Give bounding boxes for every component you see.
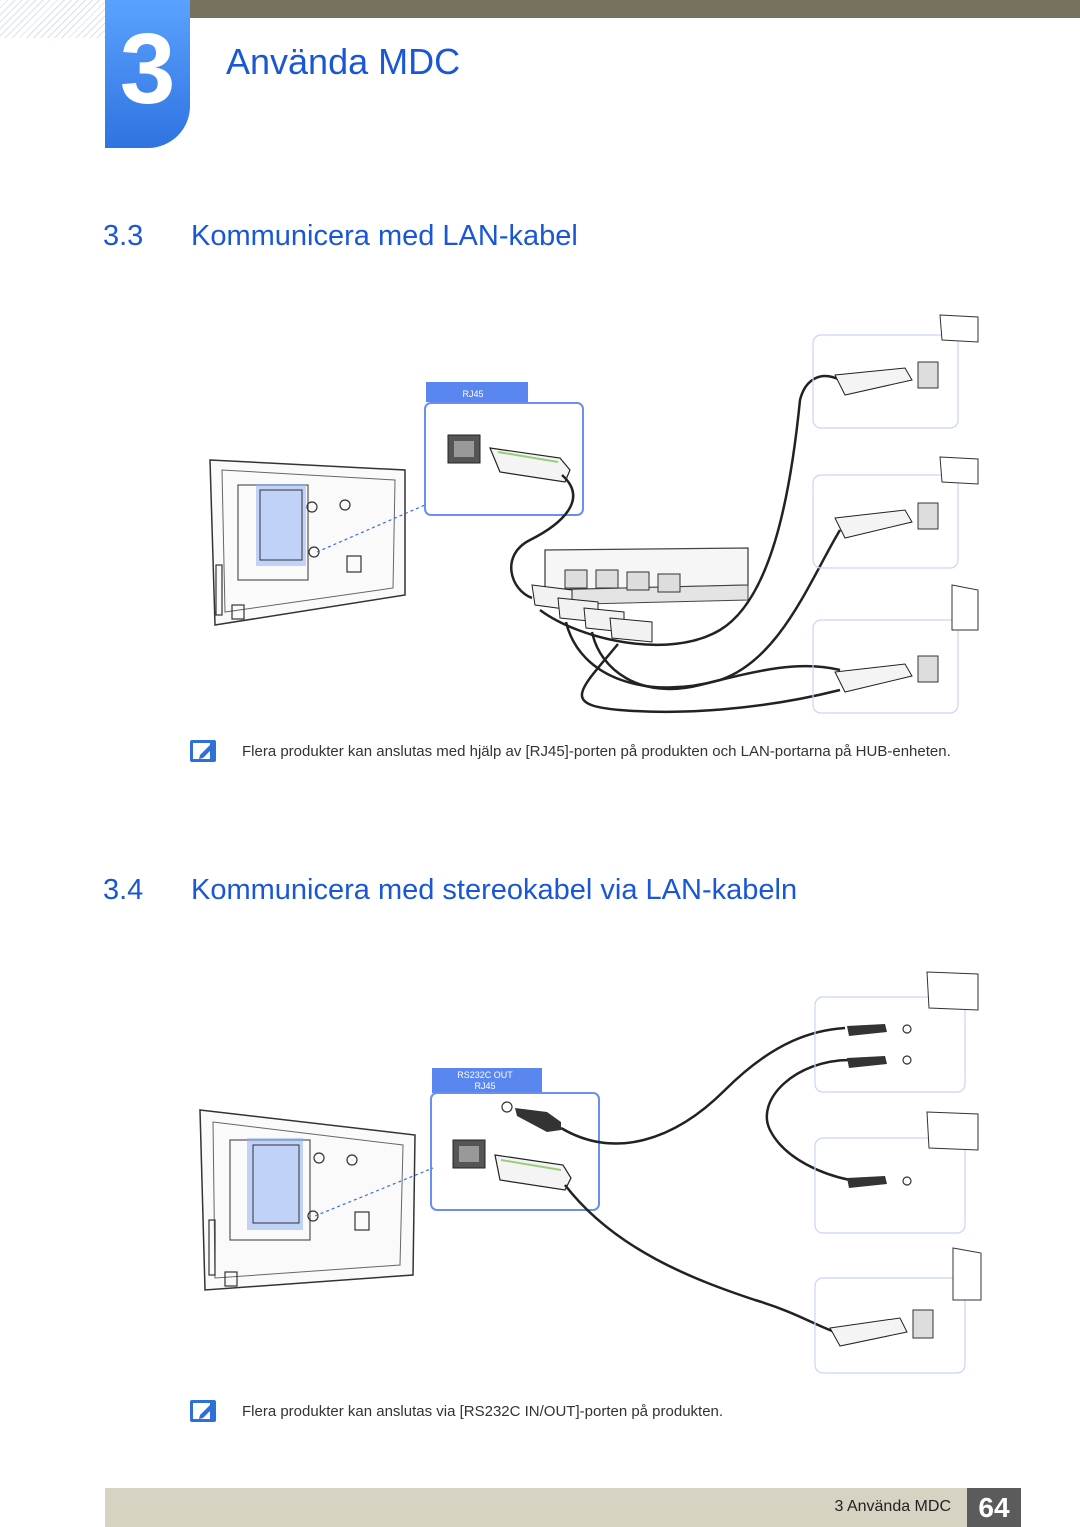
device-frame-display-2 [815,1112,978,1233]
header-hatch-decoration [0,0,105,38]
display-back-panel [200,1110,415,1290]
note-text: Flera produkter kan anslutas via [RS232C IN/OUT]-porten på produkten. [242,1403,724,1420]
display-back-panel [210,460,405,625]
section-number: 3.4 [103,874,144,906]
page-number: 64 [967,1488,1021,1527]
port-label-rj45: RJ45 [462,389,484,399]
device-frame-pc [813,585,978,713]
section-heading-3-3 [103,218,578,254]
chapter-badge [105,0,190,148]
header-bar [190,0,1080,18]
device-frame-pc [815,1248,981,1373]
hub-device [532,548,748,642]
footer-chapter-label: 3 Använda MDC [834,1498,951,1515]
footer-band [105,1488,967,1527]
lan-cable-diagram [200,300,1000,730]
device-frame-display-1 [813,315,978,428]
section-number: 3.3 [103,220,144,252]
section-heading-3-4 [103,872,797,908]
device-frame-display-1 [815,972,978,1092]
section-title: Kommunicera med stereokabel via LAN-kabeln [191,874,798,906]
section-title: Kommunicera med LAN-kabel [191,220,578,252]
note-pencil-icon [190,1400,216,1422]
rs232c-rj45-zoom-frame [431,1068,599,1210]
device-frame-display-2 [813,457,978,568]
note-text: Flera produkter kan anslutas med hjälp av [RJ45]-porten på produkten och LAN-portarna på HUB-enheten. [242,743,951,760]
stereo-cable-diagram [195,960,995,1380]
chapter-title: Använda MDC [226,41,461,82]
port-label-rs232c-out: RS232C OUT [457,1070,513,1080]
port-label-rj45: RJ45 [474,1081,496,1091]
note-pencil-icon [190,740,216,762]
chapter-number: 3 [119,13,176,125]
rj45-zoom-frame [425,382,583,515]
